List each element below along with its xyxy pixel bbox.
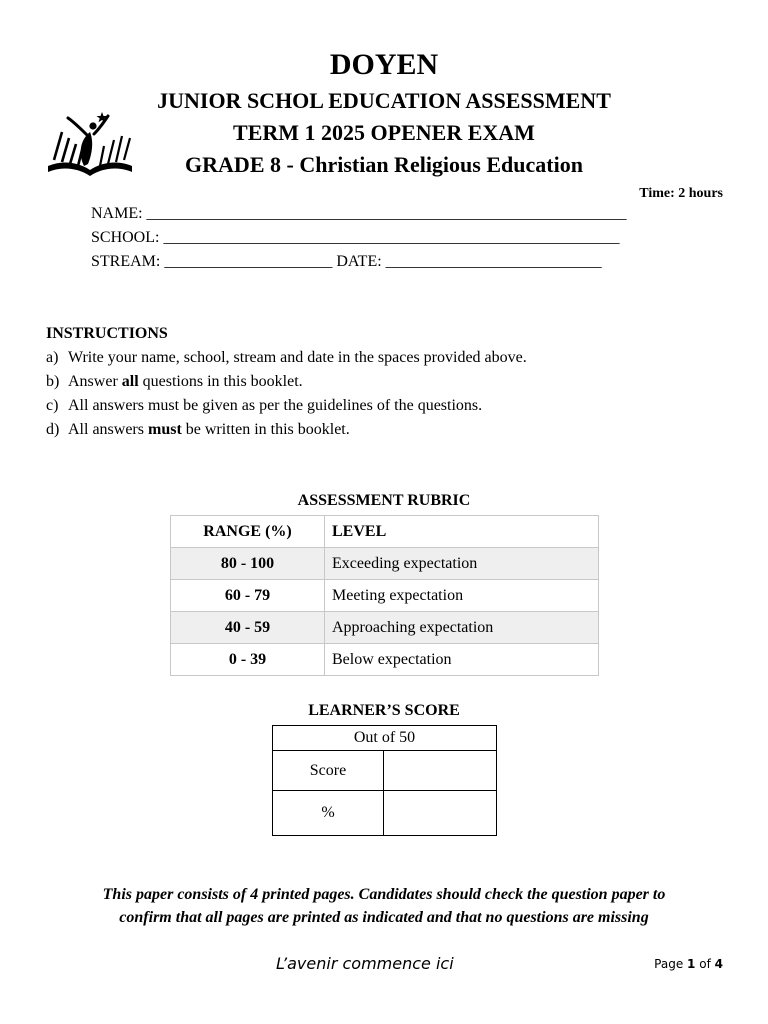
learner-score-table (272, 725, 497, 836)
instruction-letter: d) (46, 421, 60, 438)
range-cell: 80 - 100 (171, 548, 325, 580)
instruction-text: be written in this booklet. (181, 421, 350, 438)
table-header-row (171, 516, 599, 548)
exam-duration: Time: 2 hours (639, 186, 723, 201)
instruction-text: questions in this booklet. (138, 373, 303, 390)
instruction-item (46, 349, 527, 367)
name-field[interactable]: NAME: ____________________________________________________________ (91, 205, 627, 222)
level-cell: Below expectation (325, 644, 599, 676)
page-of: of (699, 957, 711, 971)
range-cell: 0 - 39 (171, 644, 325, 676)
range-cell: 60 - 79 (171, 580, 325, 612)
instructions-heading: INSTRUCTIONS (46, 325, 168, 342)
column-header: LEVEL (325, 516, 599, 548)
table-row (273, 751, 497, 791)
table-row (171, 644, 599, 676)
table-row (273, 791, 497, 836)
column-header: RANGE (%) (171, 516, 325, 548)
school-field[interactable]: SCHOOL: _________________________________________________________ (91, 229, 620, 246)
open-book-with-figure-icon (44, 108, 136, 180)
assessment-rubric-table (170, 515, 599, 676)
exam-term-title: TERM 1 2025 OPENER EXAM (233, 120, 535, 145)
notice-line: This paper consists of 4 printed pages. Candidates should check the question paper to (102, 886, 666, 903)
instruction-item (46, 421, 350, 439)
score-label: Score (273, 751, 384, 791)
instruction-text: All answers (68, 421, 148, 438)
level-cell: Exceeding expectation (325, 548, 599, 580)
instruction-emphasis: must (147, 421, 182, 438)
table-row (171, 548, 599, 580)
percent-label: % (273, 791, 384, 836)
instruction-item (46, 397, 482, 415)
assessment-title: JUNIOR SCHOL EDUCATION ASSESSMENT (157, 88, 611, 113)
learner-score-title: LEARNER’S SCORE (308, 702, 460, 719)
instruction-emphasis: all (121, 373, 139, 390)
instruction-text: All answers must be given as per the guidelines of the questions. (68, 397, 483, 414)
page-current: 1 (687, 957, 696, 971)
instruction-letter: a) (46, 349, 59, 366)
stream-date-field[interactable]: STREAM: _____________________ DATE: ___________________________ (91, 253, 602, 270)
rubric-title: ASSESSMENT RUBRIC (297, 492, 471, 509)
grade-subject-title: GRADE 8 - Christian Religious Education (185, 152, 583, 177)
percent-value-cell[interactable] (384, 791, 497, 836)
instruction-letter: b) (46, 373, 60, 390)
instruction-text: Write your name, school, stream and date in the spaces provided above. (68, 349, 527, 366)
notice-line: confirm that all pages are printed as indicated and that no questions are missing (119, 909, 649, 926)
school-name-title: DOYEN (329, 48, 439, 81)
page-total: 4 (714, 957, 723, 971)
page-word: Page (654, 957, 684, 971)
score-value-cell[interactable] (384, 751, 497, 791)
level-cell: Approaching expectation (325, 612, 599, 644)
paper-notice (0, 883, 768, 929)
footer-motto: L’avenir commence ici (276, 954, 454, 973)
level-cell: Meeting expectation (325, 580, 599, 612)
page-number (654, 957, 723, 971)
table-row (171, 612, 599, 644)
table-row (171, 580, 599, 612)
score-out-of: Out of 50 (273, 726, 497, 751)
table-header-row (273, 726, 497, 751)
instruction-text: Answer (68, 373, 122, 390)
range-cell: 40 - 59 (171, 612, 325, 644)
instruction-item (46, 373, 303, 391)
instruction-letter: c) (46, 397, 59, 414)
